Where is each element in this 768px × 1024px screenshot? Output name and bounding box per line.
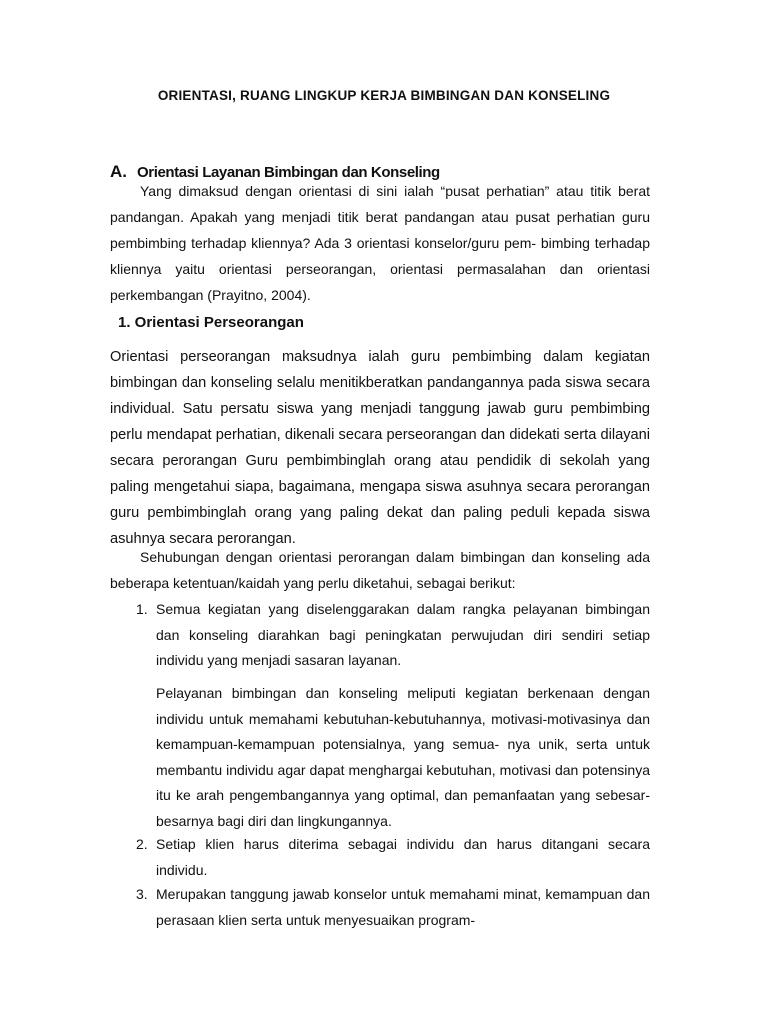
section-heading-text: Orientasi Layanan Bimbingan dan Konseling (137, 164, 440, 181)
subsection-paragraph: Orientasi perseorangan maksudnya ialah guru pembimbing dalam kegiatan bimbingan dan konseling selalu menitikberatkan pandangannya pada siswa secara individual. Satu persatu siswa yang menjadi tanggung jawab guru pembimbing perlu mendapat perhatian, dikenali secara perseorangan dan didekati serta dilayani secara perorangan Guru pembimbinglah orang atau pendidik di sekolah yang paling mengetahui siapa, bagaimana, mengapa siswa asuhnya secara perorangan guru pembimbinglah orang yang paling dekat dan paling peduli kepada siswa asuhnya secara perorangan. (110, 349, 650, 547)
subsection-intro: Sehubungan dengan orientasi perorangan dalam bimbingan dan konseling ada beberapa ketentuan/kaidah yang perlu diketahui, sebagai berikut: (110, 549, 650, 591)
section-a-paragraph: Yang dimaksud dengan orientasi di sini ialah “pusat perhatian” atau titik berat pandangan. Apakah yang menjadi titik berat pandangan atau pusat perhatian guru pembimbing terhadap kliennya? Ada 3 orientasi konselor/guru pem- bimbing terhadap kliennya yaitu orientasi perseorangan, orientasi permasalahan dan orientasi perkembangan (Prayitno, 2004). (110, 183, 650, 303)
page-title: ORIENTASI, RUANG LINGKUP KERJA BIMBINGAN DAN KONSELING (157, 88, 611, 103)
list-item (110, 832, 650, 883)
subsection-heading: 1. Orientasi Perseorangan (118, 314, 304, 331)
list-number: 2. (136, 836, 148, 852)
rules-list (110, 597, 650, 674)
list-item (110, 882, 650, 933)
list-item (110, 597, 650, 674)
list-item-text: Semua kegiatan yang diselenggarakan dalam rangka pelayanan bimbingan dan konseling diarahkan bagi peningkatan perwujudan diri sendiri setiap individu yang menjadi sasaran layanan. (156, 601, 650, 669)
list-number: 3. (136, 886, 148, 902)
list-item-text: Setiap klien harus diterima sebagai individu dan harus ditangani secara individu. (156, 836, 650, 878)
list-item-subparagraph: Pelayanan bimbingan dan konseling meliputi kegiatan berkenaan dengan individu untuk memahami kebutuhan-kebutuhannya, motivasi-motivasinya dan kemampuan-kemampuan potensialnya, yang semua- nya unik, serta untuk membantu individu agar dapat menghargai kebutuhan, motivasi dan potensinya itu ke arah pengembangannya yang optimal, dan pemanfaatan yang sebesar-besarnya bagi diri dan lingkungannya. (156, 685, 650, 829)
list-item-text: Merupakan tanggung jawab konselor untuk memahami minat, kemampuan dan perasaan klien serta untuk menyesuaikan program- (156, 886, 650, 928)
list-number: 1. (136, 601, 148, 617)
section-letter: A. (110, 162, 127, 181)
